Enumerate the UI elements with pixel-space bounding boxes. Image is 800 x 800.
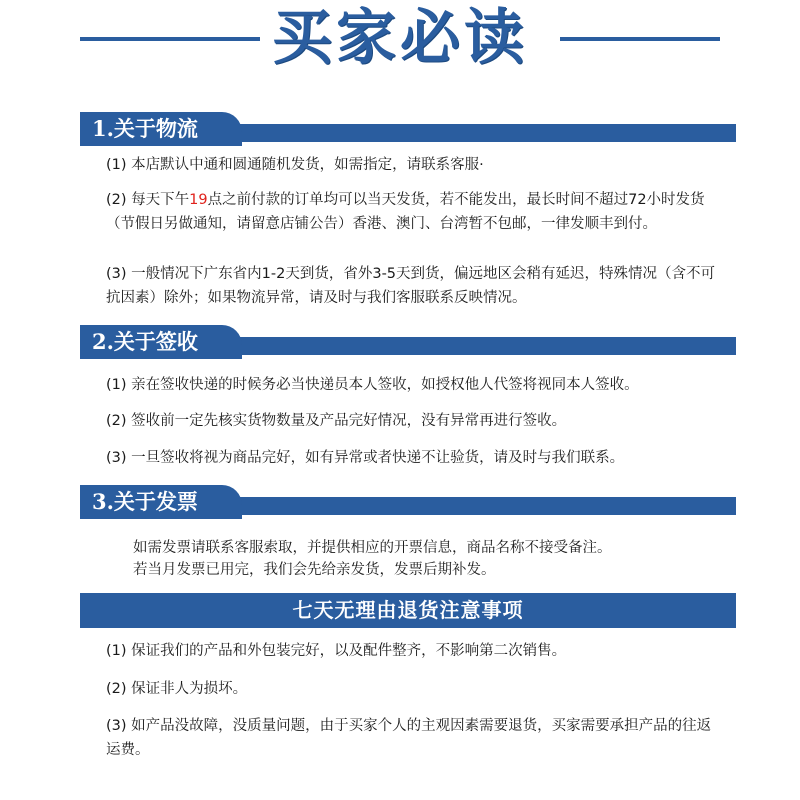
- item-number: (1): [106, 157, 127, 173]
- section-title-receiving: 2.关于签收: [80, 325, 242, 359]
- list-item: [106, 409, 716, 433]
- item-text: 保证非人为损坏。: [131, 681, 248, 697]
- item-text: 如产品没故障，没质量问题，由于买家个人的主观因素需要退货，买家需要承担产品的往返运费。: [106, 718, 712, 758]
- item-number: (2): [106, 681, 127, 697]
- list-item: [106, 153, 716, 177]
- item-text: 一般情况下广东省内1-2天到货，省外3-5天到货，偏远地区会稍有延迟，特殊情况（含不可抗因素）除外；如果物流异常，请及时与我们客服联系反映情况。: [106, 266, 716, 306]
- item-number: (2): [106, 192, 127, 208]
- item-text-post: 点之前付款的订单均可以当天发货，若不能发出，最长时间不超过72小时发货（节假日另做通知，请留意店铺公告）香港、澳门、台湾暂不包邮，一律发顺丰到付。: [106, 192, 705, 232]
- item-text: 本店默认中通和圆通随机发货，如需指定，请联系客服·: [131, 157, 484, 173]
- section-title-invoice: 3.关于发票: [80, 485, 242, 519]
- list-item: [106, 677, 716, 701]
- title-divider-right: [560, 37, 720, 41]
- item-text: 一旦签收将视为商品完好，如有异常或者快递不让验货，请及时与我们联系。: [131, 450, 625, 466]
- item-text: 签收前一定先核实货物数量及产品完好情况，没有异常再进行签收。: [131, 413, 567, 429]
- item-number: (1): [106, 377, 127, 393]
- item-number: (1): [106, 643, 127, 659]
- page-title: 买家必读: [272, 3, 528, 73]
- item-text-pre: 每天下午: [131, 192, 190, 208]
- item-text: 亲在签收快递的时候务必当快递员本人签收，如授权他人代签将视同本人签收。: [131, 377, 639, 393]
- list-item: [106, 262, 716, 310]
- item-number: (3): [106, 266, 127, 282]
- invoice-line: 若当月发票已用完，我们会先给亲发货，发票后期补发。: [133, 562, 496, 578]
- section-title-returns: 七天无理由退货注意事项: [80, 593, 736, 628]
- header: [0, 0, 800, 80]
- item-text: 保证我们的产品和外包装完好，以及配件整齐，不影响第二次销售。: [131, 643, 567, 659]
- list-item: [106, 188, 716, 236]
- item-number: (2): [106, 413, 127, 429]
- list-item: [106, 373, 716, 397]
- invoice-line: 如需发票请联系客服索取，并提供相应的开票信息，商品名称不接受备注。: [133, 540, 612, 556]
- item-number: (3): [106, 718, 127, 734]
- list-item: [106, 446, 716, 470]
- highlight-time: 19: [189, 192, 208, 208]
- list-item: [106, 714, 716, 762]
- list-item: [106, 639, 716, 663]
- section-title-logistics: 1.关于物流: [80, 112, 242, 146]
- item-number: (3): [106, 450, 127, 466]
